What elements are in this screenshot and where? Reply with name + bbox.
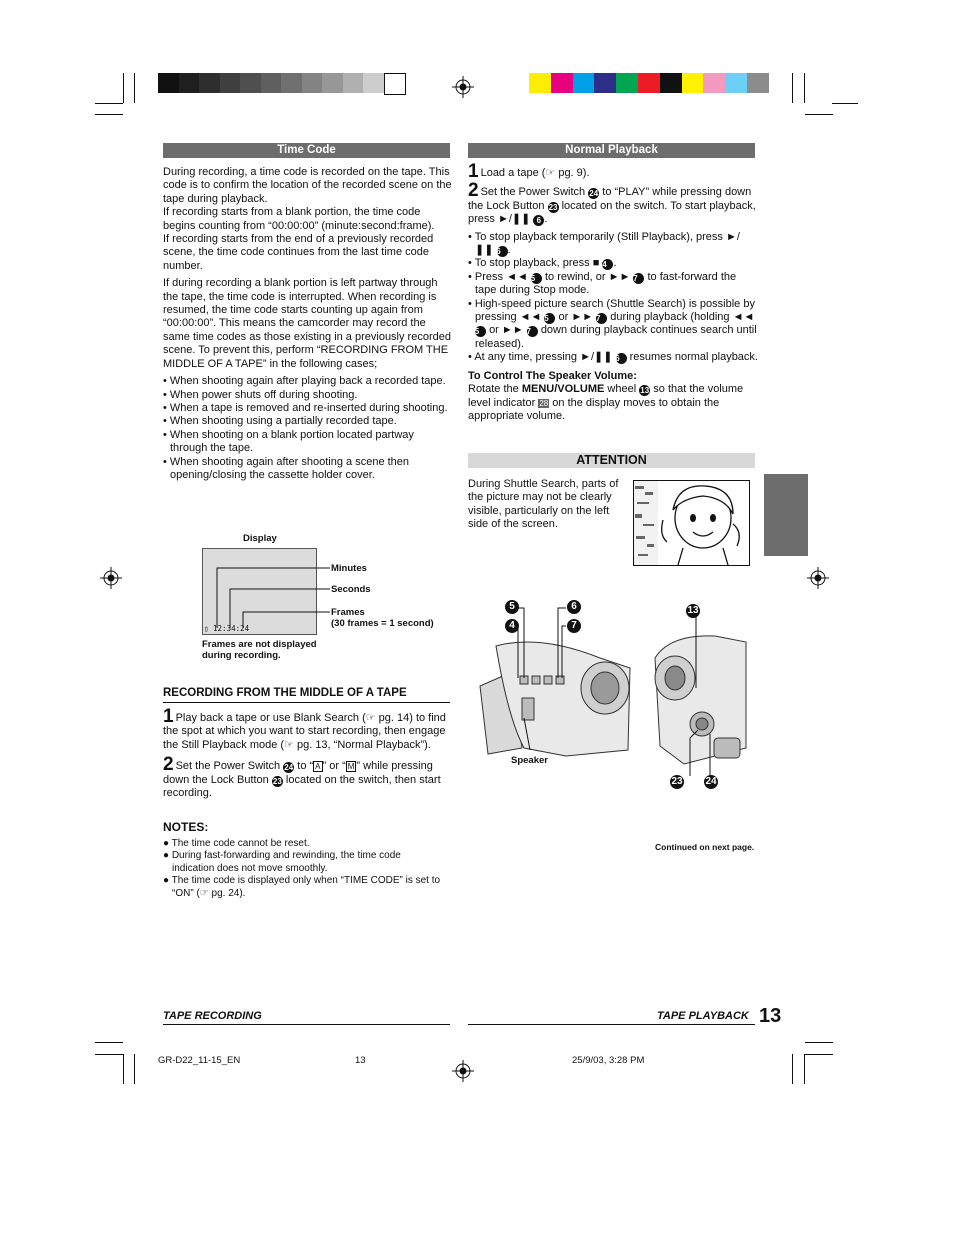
step-text: ” or “ <box>322 760 346 773</box>
callout-number: 13 <box>640 386 650 396</box>
gray-swatch <box>261 73 282 93</box>
footer-right: TAPE PLAYBACK <box>657 1010 749 1022</box>
step-1 <box>468 161 758 182</box>
callout-4: 4 <box>505 619 519 633</box>
bullet-list <box>163 375 453 482</box>
callout-number: 23 <box>548 202 558 212</box>
bullet-text: during playback (holding ◄◄ <box>610 311 755 324</box>
bullet-item: • When shooting again after shooting a scene then opening/closing the cassette holder cover. <box>163 455 410 481</box>
callout-number: 7 <box>633 273 644 284</box>
volume-text-part: on the display moves to obtain the appropriate volume. <box>468 396 720 422</box>
callout-number: 5 <box>531 273 542 284</box>
step-number: 2 <box>163 754 174 776</box>
step-number: 1 <box>468 161 479 182</box>
bullet-item: • When shooting again after playing back a recorded tape. <box>163 375 446 388</box>
frames-not-displayed-note: Frames are not displayed during recording. <box>202 639 317 661</box>
gray-swatch <box>281 73 302 93</box>
notes-title: NOTES: <box>163 820 209 834</box>
callout-number: 23 <box>272 776 282 786</box>
bullet-item: • When shooting using a partially recorded tape. <box>163 415 397 428</box>
color-swatch <box>682 73 704 93</box>
callout-7: 7 <box>567 619 581 633</box>
color-swatch <box>529 73 551 93</box>
time-code-body <box>163 166 453 482</box>
gray-swatch <box>384 73 407 95</box>
print-file-name: GR-D22_11-15_EN <box>158 1055 241 1066</box>
bullet-text: down during playback continues search until released). <box>475 324 757 350</box>
time-code-value: 12:34:24 <box>213 624 250 633</box>
gray-swatch <box>240 73 261 93</box>
step-1 <box>163 706 453 752</box>
volume-text-part: so that the volume level indicator <box>468 383 744 409</box>
paragraph: If during recording a blank portion is left partway through the tape, the time code is interrupted. When recording is resumed, the time code starts counting up again from “00:00:00”. This means the camcorder may record the same time codes as those existing in a previously recorded scene. To prevent this, perform “RECORDING FROM THE MIDDLE OF A TAPE” in the following cases; <box>163 277 451 370</box>
frames-label: Frames <box>331 607 365 618</box>
color-swatch <box>725 73 747 93</box>
footer-rule-right <box>468 1024 755 1025</box>
display-leader-lines <box>202 548 342 638</box>
callout-number: 5 <box>544 313 555 324</box>
bullet-item: • Press ◄◄ 5 to rewind, or ►► 7 to fast-forward the tape during Stop mode. <box>468 270 737 297</box>
footer-left: TAPE RECORDING <box>163 1010 262 1022</box>
notes-list <box>163 838 443 900</box>
minutes-label: Minutes <box>331 563 367 574</box>
bullet-text: To stop playback, press ■ <box>474 257 600 270</box>
page-number: 13 <box>759 1005 782 1027</box>
subsection-title-recording-middle: RECORDING FROM THE MIDDLE OF A TAPE <box>163 687 450 703</box>
display-label: Display <box>243 533 277 544</box>
callout-number: 6 <box>497 246 508 257</box>
step-text: Load a tape (☞ pg. 9). <box>480 167 590 179</box>
paragraph: If recording starts from the end of a previously recorded scene, the time code continues from the last time code number. <box>163 233 434 272</box>
bullet-text: To stop playback temporarily (Still Playback), press ►/❚❚ <box>474 230 740 257</box>
time-code-readout: ▯ 12:34:24 <box>204 624 250 633</box>
step-text: to “PLAY” while pressing down the Lock Button <box>468 186 752 212</box>
callout-number: 6 <box>533 215 544 226</box>
bullet-item: • When shooting on a blank portion located partway through the tape. <box>163 428 414 455</box>
note-item: ● The time code is displayed only when “TIME CODE” is set to “ON” (☞ pg. 24). <box>163 875 441 899</box>
menu-volume-label: MENU/VOLUME <box>521 383 605 396</box>
color-swatch <box>703 73 725 93</box>
color-swatch <box>573 73 595 93</box>
volume-text-part: Rotate the <box>468 383 519 396</box>
step-text: located on the switch, then start recording. <box>163 773 441 800</box>
bullet-text: High-speed picture search (Shuttle Search) is possible by pressing ◄◄ <box>474 297 755 324</box>
paragraph: If recording starts from a blank portion, the time code begins counting from “00:00:00” (minute:second:frame). <box>163 206 435 232</box>
step-text: located on the switch. To start playback, press ►/❚❚ <box>468 199 756 226</box>
print-date: 25/9/03, 3:28 PM <box>572 1055 645 1066</box>
bullet-text: to fast-forward the tape during Stop mode. <box>475 270 737 297</box>
section-title-normal-playback: Normal Playback <box>468 143 755 158</box>
gray-swatch <box>343 73 364 93</box>
callout-number: 6 <box>616 353 627 364</box>
gray-swatch <box>302 73 323 93</box>
gray-swatch <box>179 73 200 93</box>
color-swatch <box>660 73 682 93</box>
bullet-item: • At any time, pressing ►/❚❚ 6 resumes normal playback. <box>468 351 758 364</box>
gray-swatch <box>322 73 343 93</box>
recording-steps <box>163 706 453 800</box>
bullet-text: At any time, pressing ►/❚❚ <box>474 351 613 364</box>
callout-23: 23 <box>671 776 683 787</box>
callout-number: 7 <box>596 313 607 324</box>
volume-indicator-icon: 28 <box>539 398 549 408</box>
shuttle-search-illustration <box>633 480 750 566</box>
callout-13: 13 <box>687 605 699 616</box>
step-text: Set the Power Switch <box>175 760 281 773</box>
paragraph: During recording, a time code is recorded on the tape. This code is to confirm the location of the recorded scene on the tape during playback. <box>163 166 452 205</box>
gray-swatch <box>199 73 220 93</box>
note-text: The time code cannot be reset. <box>171 838 310 849</box>
continued-note: Continued on next page. <box>655 842 755 852</box>
bullet-text: or ►► <box>558 311 594 324</box>
bullet-item: • When a tape is removed and re-inserted during shooting. <box>163 401 448 414</box>
step-text: to “ <box>297 760 314 773</box>
bullet-text: When shooting again after shooting a scene then opening/closing the cassette holder cover. <box>169 455 410 481</box>
registration-mark-right <box>807 567 829 589</box>
bullet-item: • To stop playback temporarily (Still Playback), press ►/❚❚ 6 . <box>468 230 740 257</box>
registration-mark-left <box>100 567 122 589</box>
frames-note: (30 frames = 1 second) <box>331 618 434 629</box>
registration-mark-bottom <box>452 1060 474 1082</box>
step-number: 1 <box>163 706 174 727</box>
volume-text <box>468 383 758 423</box>
speaker-label: Speaker <box>511 755 548 766</box>
volume-title: To Control The Speaker Volume: <box>468 369 637 382</box>
step-text: Play back a tape or use Blank Search (☞ pg. 14) to find the spot at which you want to start recording, then engage the Still Playback mode (☞ pg. 13, “Normal Playback”). <box>163 712 446 751</box>
bullet-text: resumes normal playback. <box>629 351 758 364</box>
playback-steps <box>468 161 758 423</box>
bullet-text: Press ◄◄ <box>474 270 528 283</box>
callout-number: 7 <box>527 326 538 337</box>
footer-rule-left <box>163 1024 450 1025</box>
callout-number: 24 <box>284 763 294 773</box>
callout-number: 5 <box>475 326 486 337</box>
bullet-item: • High-speed picture search (Shuttle Search) is possible by pressing ◄◄ 5 or ►► 7 during playback (holding ◄◄ 5 or ►► 7 down during playback continues search until released). <box>468 297 757 350</box>
step-number: 2 <box>468 180 479 202</box>
bullet-text: When shooting using a partially recorded tape. <box>169 415 397 428</box>
attention-title: ATTENTION <box>468 453 755 468</box>
bullet-text: When shooting again after playing back a recorded tape. <box>169 375 446 388</box>
callout-6: 6 <box>567 600 581 614</box>
step-2 <box>163 754 453 800</box>
callout-number: 24 <box>589 189 599 199</box>
color-swatch <box>616 73 638 93</box>
note-item: ● During fast-forwarding and rewinding, the time code indication does not move smoothly. <box>163 850 401 874</box>
auto-mode-icon: A <box>315 762 321 772</box>
print-page: 13 <box>355 1055 366 1066</box>
note-item: ● The time code cannot be reset. <box>163 838 310 849</box>
section-tab <box>764 474 808 556</box>
note-text: The time code is displayed only when “TIME CODE” is set to “ON” (☞ pg. 24). <box>171 875 441 899</box>
attention-text: During Shuttle Search, parts of the picture may not be clearly visible, particularly on the left side of the screen. <box>468 478 619 531</box>
bullet-item: • To stop playback, press ■ 4 . <box>468 257 617 270</box>
callout-number: 4 <box>602 259 613 270</box>
step-text: Set the Power Switch <box>480 186 586 199</box>
color-swatch <box>747 73 769 93</box>
bullet-text: to rewind, or ►► <box>545 270 631 283</box>
color-swatch <box>638 73 660 93</box>
color-swatch <box>551 73 573 93</box>
callout-5: 5 <box>505 600 519 614</box>
step-text: ” while pressing down the Lock Button <box>163 760 433 786</box>
gray-swatch <box>363 73 384 93</box>
gray-swatch <box>158 73 179 93</box>
note-text: During fast-forwarding and rewinding, the time code indication does not move smoothly. <box>171 850 401 874</box>
seconds-label: Seconds <box>331 584 371 595</box>
bullet-text: When shooting on a blank portion located partway through the tape. <box>169 428 414 455</box>
manual-mode-icon: M <box>347 762 355 772</box>
section-title-time-code: Time Code <box>163 143 450 158</box>
bullet-text: When a tape is removed and re-inserted during shooting. <box>169 401 448 414</box>
color-swatch <box>594 73 616 93</box>
volume-text-part: wheel <box>607 383 637 396</box>
step-2: 2 Set the Power Switch 24 to “PLAY” while pressing down the Lock Button 23 located on the switch. To start playback, press ►/❚❚ 6 . <box>468 180 756 226</box>
registration-mark-top <box>452 76 474 98</box>
bullet-item: • When power shuts off during shooting. <box>163 388 358 401</box>
bullet-text: When power shuts off during shooting. <box>169 388 358 401</box>
bullet-text: or ►► <box>489 324 524 337</box>
gray-swatch <box>220 73 241 93</box>
callout-24: 24 <box>705 776 717 787</box>
